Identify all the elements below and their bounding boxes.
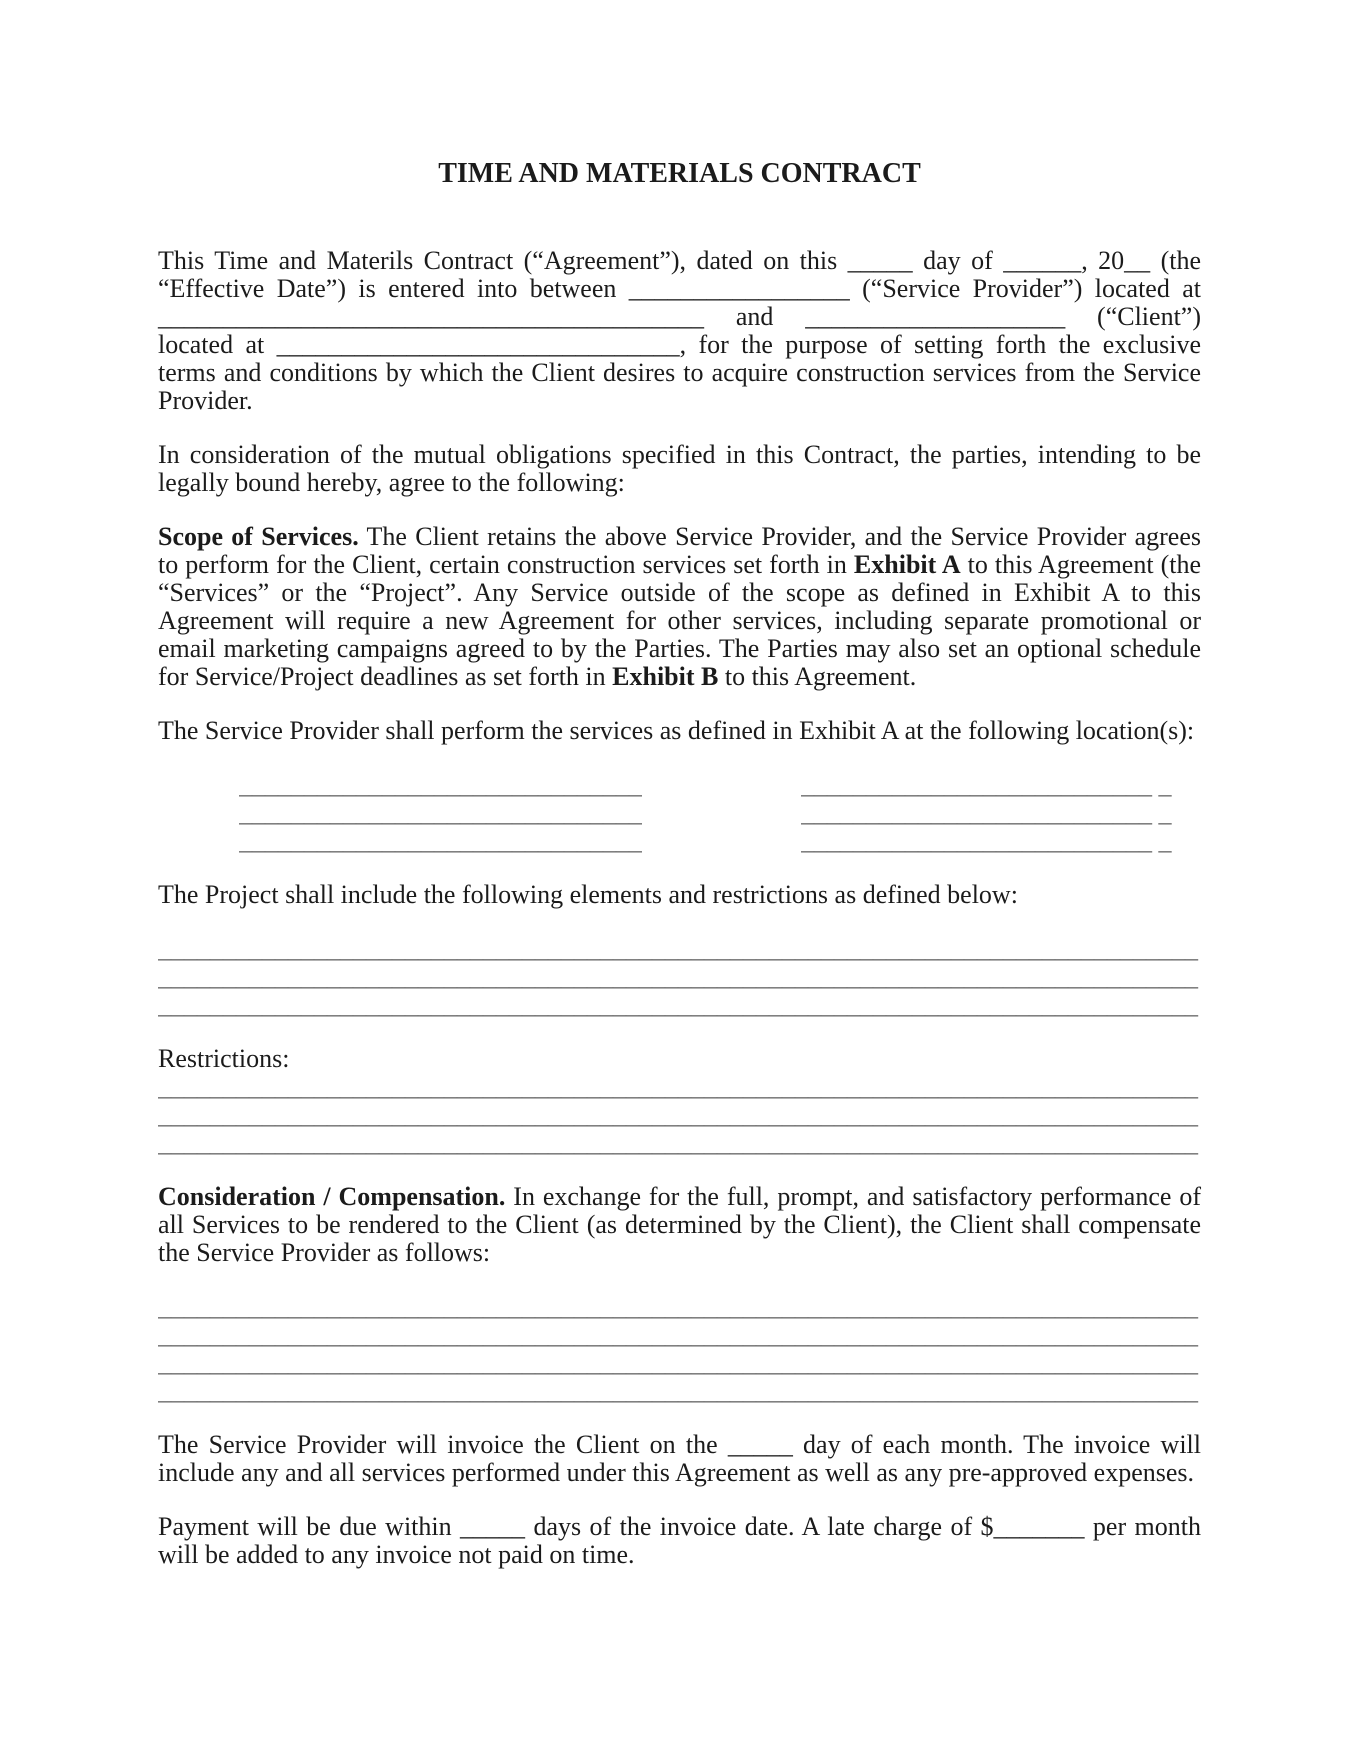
blank-fill-line: ________________________________________________________________________________ (158, 1129, 1198, 1157)
page-title: TIME AND MATERIALS CONTRACT (438, 158, 921, 189)
intro-paragraph: This Time and Materils Contract (“Agreement”), dated on this _____ day of ______, 20__ (the “Effective Date”) is entered into between _________________ (“Service Provider”) located at __________________________________________ and ____________________ (“Client”) located at _______________________________, for the purpose of setting forth the exclusive terms and conditions by which the Client desires to acquire construction services from the Service Provider. (158, 246, 1201, 415)
blank-fill-line: ___________________________ _ (801, 771, 1172, 799)
blank-fill-line: _______________________________ (239, 827, 642, 855)
compensation-blank-lines (158, 1293, 1201, 1405)
locations-left-column (239, 771, 642, 855)
blank-fill-line: ________________________________________________________________________________ (158, 1293, 1198, 1321)
blank-fill-line: ___________________________ _ (801, 827, 1172, 855)
invoice-paragraph: The Service Provider will invoice the Client on the _____ day of each month. The invoice will include any and all services performed under this Agreement as well as any pre-approved expenses. (158, 1430, 1201, 1487)
blank-fill-line: ___________________________ _ (801, 799, 1172, 827)
payment-paragraph: Payment will be due within _____ days of the invoice date. A late charge of $_______ per month will be added to any invoice not paid on time. (158, 1512, 1201, 1569)
blank-fill-line: ________________________________________________________________________________ (158, 1321, 1198, 1349)
restrictions-block (158, 1045, 1201, 1157)
blank-fill-line: ________________________________________________________________________________ (158, 991, 1198, 1019)
blank-fill-line: ________________________________________________________________________________ (158, 1377, 1198, 1405)
blank-fill-line: ________________________________________________________________________________ (158, 935, 1198, 963)
service-locations-fields (158, 771, 1201, 855)
project-elements-paragraph: The Project shall include the following elements and restrictions as defined below: (158, 880, 1018, 909)
blank-fill-line: ________________________________________________________________________________ (158, 1073, 1198, 1101)
blank-fill-line: ________________________________________________________________________________ (158, 1349, 1198, 1377)
blank-fill-line: _______________________________ (239, 799, 642, 827)
mutual-obligations-paragraph: In consideration of the mutual obligations specified in this Contract, the parties, intending to be legally bound hereby, agree to the following: (158, 440, 1201, 497)
project-elements-blank-lines (158, 935, 1201, 1019)
restrictions-label: Restrictions: (158, 1044, 290, 1073)
scope-of-services-paragraph: Scope of Services. The Client retains the above Service Provider, and the Service Provider agrees to perform for the Client, certain construction services set forth in Exhibit A to this Agreement (the “Services” or the “Project”. Any Service outside of the scope as defined in Exhibit A to this Agreement will require a new Agreement for other services, including separate promotional or email marketing campaigns agreed to by the Parties. The Parties may also set an optional schedule for Service/Project deadlines as set forth in Exhibit B to this Agreement. (158, 522, 1202, 691)
locations-right-column (801, 771, 1172, 855)
restrictions-blank-lines (158, 1073, 1201, 1157)
locations-intro-paragraph: The Service Provider shall perform the services as defined in Exhibit A at the following location(s): (158, 716, 1195, 745)
consideration-compensation-paragraph: Consideration / Compensation. In exchange for the full, prompt, and satisfactory performance of all Services to be rendered to the Client (as determined by the Client), the Client shall compensate the Service Provider as follows: (158, 1182, 1201, 1267)
blank-fill-line: ________________________________________________________________________________ (158, 963, 1198, 991)
blank-fill-line: ________________________________________________________________________________ (158, 1101, 1198, 1129)
blank-fill-line: _______________________________ (239, 771, 642, 799)
